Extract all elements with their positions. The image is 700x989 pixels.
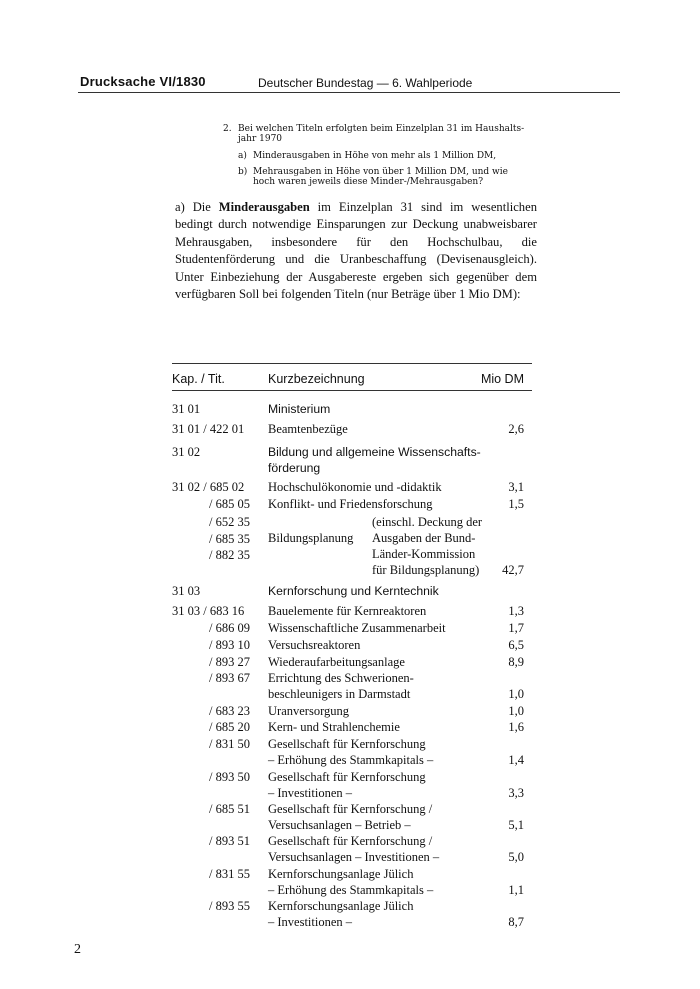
document-number: Drucksache VI/1830 xyxy=(80,74,206,89)
row-desc: Wissenschaftliche Zusammenarbeit xyxy=(268,621,446,635)
row-amount: 3,1 xyxy=(508,480,524,494)
row-desc-line-2: – Investitionen – xyxy=(268,786,353,800)
row-amount: 1,0 xyxy=(508,687,524,701)
col-header-kap: Kap. / Tit. xyxy=(172,372,225,386)
row-desc-line-1: Gesellschaft für Kernforschung xyxy=(268,770,426,784)
row-tit: / 893 10 xyxy=(209,638,250,652)
question-b-line-1: Mehrausgaben in Höhe von über 1 Million DM, und wie xyxy=(253,167,508,177)
row-desc-line-2: Versuchsanlagen – Betrieb – xyxy=(268,818,411,832)
row-amount: 1,1 xyxy=(508,883,524,897)
document-title: Deutscher Bundestag — 6. Wahlperiode xyxy=(258,76,473,90)
row-tit: / 893 67 xyxy=(209,671,250,685)
col-header-desc: Kurzbezeichnung xyxy=(268,372,365,386)
answer-bold-term: Minderausgaben xyxy=(218,200,310,214)
question-number: 2. xyxy=(223,124,232,134)
page-number: 2 xyxy=(74,942,81,957)
row-desc-line-2: – Erhöhung des Stammkapitals – xyxy=(268,883,434,897)
row-desc: Hochschulökonomie und -didaktik xyxy=(268,480,442,494)
row-note-line-3: Länder-Kommission xyxy=(372,547,476,561)
row-amount: 1,6 xyxy=(508,720,524,734)
row-tit: / 685 35 xyxy=(209,532,250,546)
row-amount: 5,0 xyxy=(508,850,524,864)
row-desc-line-2: – Investitionen – xyxy=(268,915,353,929)
row-desc-line-1: Gesellschaft für Kernforschung xyxy=(268,737,426,751)
table-header-rule xyxy=(172,390,532,391)
row-desc-line-2: beschleunigers in Darmstadt xyxy=(268,687,411,701)
row-amount: 1,7 xyxy=(508,621,524,635)
row-tit: / 685 05 xyxy=(209,497,250,511)
row-note-line-4: für Bildungsplanung) xyxy=(372,563,480,577)
row-desc-line-2: – Erhöhung des Stammkapitals – xyxy=(268,753,434,767)
row-amount: 1,5 xyxy=(508,497,524,511)
row-note-line-2: Ausgaben der Bund- xyxy=(372,531,476,545)
row-tit: / 685 20 xyxy=(209,720,250,734)
row-kap: 31 02 / 685 02 xyxy=(172,480,245,494)
row-tit: / 652 35 xyxy=(209,515,250,529)
col-header-amount: Mio DM xyxy=(480,372,524,386)
row-desc: Kern- und Strahlenchemie xyxy=(268,720,400,734)
row-tit: / 683 23 xyxy=(209,704,250,718)
question-line-1: Bei welchen Titeln erfolgten beim Einzelplan 31 im Haushalts- xyxy=(238,124,525,134)
row-tit: / 831 55 xyxy=(209,867,250,881)
section-title: Ministerium xyxy=(268,402,331,416)
row-tit: / 893 27 xyxy=(209,655,250,669)
row-desc: Versuchsreaktoren xyxy=(268,638,361,652)
row-tit: / 893 51 xyxy=(209,834,250,848)
section-title-line-1: Bildung und allgemeine Wissenschafts- xyxy=(268,445,481,459)
row-desc: Wiederaufarbeitungsanlage xyxy=(268,655,405,669)
row-desc: Konflikt- und Friedensforschung xyxy=(268,497,433,511)
section-kap: 31 02 xyxy=(172,445,201,459)
section-kap: 31 01 xyxy=(172,402,201,416)
row-desc: Uranversorgung xyxy=(268,704,349,718)
row-tit: / 831 50 xyxy=(209,737,250,751)
row-amount: 5,1 xyxy=(508,818,524,832)
row-note-line-1: (einschl. Deckung der xyxy=(372,515,483,529)
row-amount: 8,9 xyxy=(508,655,524,669)
question-a-label: a) xyxy=(238,151,247,161)
question-line-2: jahr 1970 xyxy=(238,134,283,144)
answer-prefix: a) Die xyxy=(175,200,219,214)
row-amount: 1,0 xyxy=(508,704,524,718)
row-kap: 31 01 / 422 01 xyxy=(172,422,245,436)
row-amount: 8,7 xyxy=(508,915,524,929)
row-amount: 1,3 xyxy=(508,604,524,618)
row-desc: Bauelemente für Kernreaktoren xyxy=(268,604,427,618)
section-title-line-2: förderung xyxy=(268,461,321,475)
row-amount: 42,7 xyxy=(502,563,524,577)
row-amount: 2,6 xyxy=(508,422,524,436)
section-title: Kernforschung und Kerntechnik xyxy=(268,584,439,598)
row-desc-line-2: Versuchsanlagen – Investitionen – xyxy=(268,850,440,864)
row-tit: / 893 55 xyxy=(209,899,250,913)
row-desc-line-1: Errichtung des Schwerionen- xyxy=(268,671,414,685)
row-tit: / 893 50 xyxy=(209,770,250,784)
header-rule xyxy=(78,92,620,93)
row-kap: 31 03 / 683 16 xyxy=(172,604,245,618)
answer-paragraph xyxy=(175,199,537,303)
section-kap: 31 03 xyxy=(172,584,201,598)
question-b-label: b) xyxy=(238,167,248,177)
row-amount: 6,5 xyxy=(508,638,524,652)
row-amount: 1,4 xyxy=(508,753,524,767)
question-a-text: Minderausgaben in Höhe von mehr als 1 Million DM, xyxy=(253,151,497,161)
row-desc: Beamtenbezüge xyxy=(268,422,348,436)
row-tit: / 685 51 xyxy=(209,802,250,816)
row-desc: Bildungsplanung xyxy=(268,531,354,545)
row-desc-line-1: Kernforschungsanlage Jülich xyxy=(268,867,414,881)
row-desc-line-1: Gesellschaft für Kernforschung / xyxy=(268,834,433,848)
row-amount: 3,3 xyxy=(508,786,524,800)
row-tit: / 686 09 xyxy=(209,621,250,635)
row-desc-line-1: Gesellschaft für Kernforschung / xyxy=(268,802,433,816)
answer-rest: im Einzelplan 31 sind im wesentlichen bedingt durch notwendige Einsparungen zur Deckung unabweisbarer Mehrausgaben, insbesondere für den Hochschulbau, die Studentenförderung und die Uranbeschaffung (Devisenausgleich). Unter Einbeziehung der Ausgabereste ergeben sich gegenüber dem verfügbaren Soll bei folgenden Titeln (nur Beträge über 1 Mio DM): xyxy=(175,200,537,302)
row-desc-line-1: Kernforschungsanlage Jülich xyxy=(268,899,414,913)
question-b-line-2: hoch waren jeweils diese Minder-/Mehrausgaben? xyxy=(253,177,484,187)
row-tit: / 882 35 xyxy=(209,548,250,562)
table-top-rule xyxy=(172,363,532,364)
